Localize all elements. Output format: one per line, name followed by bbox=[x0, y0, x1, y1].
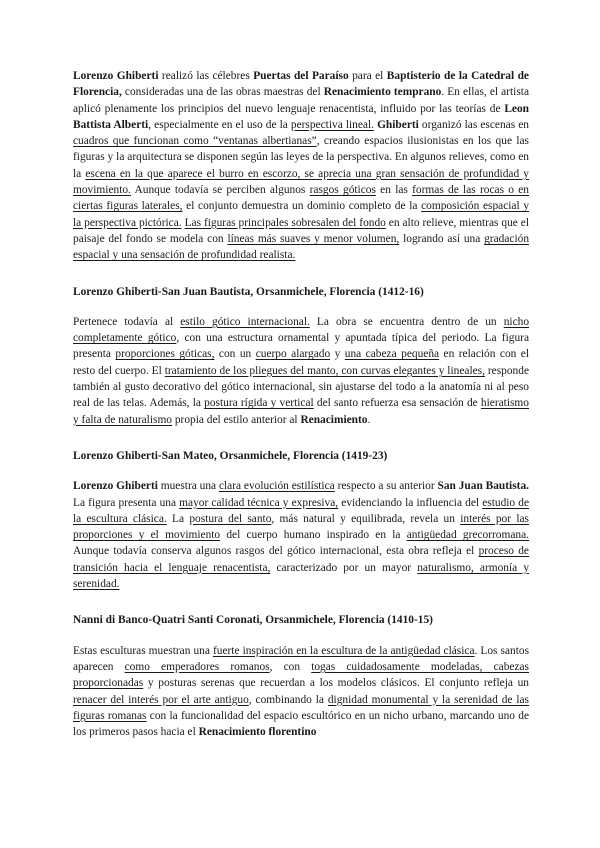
underlined-text: proceso de transición hacia el lenguaje renacentista, bbox=[73, 545, 529, 574]
text-run: con un bbox=[214, 348, 256, 361]
underlined-text: como emperadores romanos bbox=[124, 660, 270, 673]
document-page bbox=[73, 68, 529, 740]
underlined-text: formas de las rocas o en ciertas figuras laterales, bbox=[73, 184, 529, 213]
underlined-text: escena en la que aparece el burro en escorzo, se aprecia una gran sensación de profundidad y movimiento. bbox=[73, 167, 529, 197]
text-run: , creando espacios ilusionistas en los que las figuras y la arquitectura se disponen según las leyes de la perspectiva. En algunos relieves, como en la bbox=[73, 135, 529, 180]
underlined-text: Las figuras principales sobresalen del fondo bbox=[184, 216, 386, 229]
text-run: Estas esculturas muestran una bbox=[73, 644, 213, 657]
underlined-text: naturalismo, armonía y serenidad. bbox=[73, 561, 530, 591]
underlined-text: tratamiento de los pliegues del manto, con curvas elegantes y lineales, bbox=[164, 364, 485, 377]
text-run: responde también al gusto decorativo del gótico internacional, sin ajustarse del todo a la anatomía ni al peso real de las telas. Además, la bbox=[73, 364, 529, 410]
section-heading-san-mateo: Lorenzo Ghiberti-San Mateo, Orsanmichele, Florencia (1419-23) bbox=[73, 449, 388, 462]
bold-text: Renacimiento temprano bbox=[323, 86, 442, 99]
underlined-text: renacer del interés por el arte antiguo bbox=[73, 693, 249, 706]
text-run: con la funcionalidad del espacio escultórico en un nicho urbano, marcando uno de los primeros pasos hacia el bbox=[73, 709, 529, 739]
underlined-text: composición espacial y la perspectiva pictórica. bbox=[73, 200, 530, 229]
underlined-text: gradación espacial y una sensación de profundidad realista. bbox=[73, 232, 530, 262]
underlined-text: estilo gótico internacional. bbox=[180, 315, 310, 328]
underlined-text: líneas más suaves y menor volumen, bbox=[227, 232, 400, 245]
section-heading-san-juan: Lorenzo Ghiberti-San Juan Bautista, Orsanmichele, Florencia (1412-16) bbox=[73, 285, 424, 298]
text-run: La obra se encuentra dentro de un bbox=[309, 315, 504, 328]
text-run: , con bbox=[269, 660, 312, 673]
text-run: . Los santos aparecen bbox=[73, 644, 529, 673]
text-run: en alto relieve, mientras que el paisaje del fondo se modela con bbox=[73, 216, 529, 245]
text-run: caracterizado por un mayor bbox=[270, 561, 418, 574]
text-run: . bbox=[367, 413, 371, 426]
text-run: , combinando la bbox=[248, 693, 328, 706]
text-run: evidenciando la influencia del bbox=[338, 496, 483, 509]
underlined-text: interés por las proporciones y el movimiento bbox=[73, 512, 529, 542]
text-run: respecto a su anterior bbox=[334, 480, 438, 493]
bold-text: Puertas del Paraíso bbox=[253, 70, 349, 82]
text-run: realizó las célebres bbox=[158, 70, 254, 82]
text-run: en relación con el resto del cuerpo. El bbox=[73, 348, 530, 377]
underlined-text: togas cuidadosamente modeladas, cabezas proporcionadas bbox=[73, 660, 529, 690]
bold-text: Ghiberti bbox=[377, 118, 419, 131]
text-run: Pertenece todavía al bbox=[73, 315, 181, 328]
bold-text: San Juan Bautista. bbox=[437, 480, 529, 493]
underlined-text: mayor calidad técnica y expresiva, bbox=[179, 496, 339, 509]
text-run: Aunque todavía se perciben algunos bbox=[130, 184, 310, 197]
underlined-text: hieratismo y falta de naturalismo bbox=[73, 397, 529, 426]
bold-text: Lorenzo Ghiberti bbox=[73, 480, 158, 493]
text-run: muestra una bbox=[157, 480, 219, 493]
text-run: y bbox=[330, 348, 345, 361]
text-run: La bbox=[166, 512, 190, 525]
text-run: del santo refuerza esa sensación de bbox=[313, 397, 481, 410]
text-run: en las bbox=[375, 184, 413, 197]
bold-text: Lorenzo Ghiberti bbox=[73, 70, 159, 82]
bold-text: Baptisterio de la Catedral de Florencia, bbox=[73, 70, 529, 99]
text-run: , especialmente en el uso de la bbox=[148, 118, 291, 131]
text-run: del cuerpo humano inspirado en la bbox=[220, 529, 407, 542]
bold-text: Renacimiento bbox=[300, 413, 368, 426]
underlined-text: postura del santo bbox=[189, 512, 272, 525]
underlined-text: nicho completamente gótico bbox=[73, 315, 530, 345]
underlined-text: clara evolución estilística bbox=[218, 480, 335, 493]
underlined-text: cuerpo alargado bbox=[255, 348, 331, 361]
text-run: propia del estilo anterior al bbox=[172, 413, 301, 426]
san-mateo-paragraph bbox=[73, 478, 529, 592]
underlined-text: rasgos góticos bbox=[309, 184, 376, 197]
underlined-text: dignidad monumental y la serenidad de las figuras romanas bbox=[73, 693, 529, 722]
underlined-text: fuerte inspiración en la escultura de la antigüedad clásica bbox=[212, 644, 475, 657]
text-run: consideradas una de las obras maestras del bbox=[121, 86, 324, 99]
section-heading-quattro-coronati: Nanni di Banco-Quatri Santi Coronati, Orsanmichele, Florencia (1410-15) bbox=[73, 614, 433, 627]
underlined-text: postura rígida y vertical bbox=[204, 397, 314, 410]
text-run: para el bbox=[348, 70, 387, 82]
underlined-text: estudio de la escultura clásica. bbox=[73, 496, 530, 525]
san-juan-paragraph bbox=[73, 314, 529, 428]
underlined-text: proporciones góticas, bbox=[115, 348, 215, 361]
text-run: Aunque todavía conserva algunos rasgos del gótico internacional, esta obra refleja el bbox=[73, 545, 479, 558]
text-run: el conjunto demuestra un dominio completo de la bbox=[182, 200, 422, 213]
text-run: logrando así una bbox=[399, 232, 485, 245]
bold-text: Leon Battista Alberti bbox=[73, 102, 529, 131]
intro-paragraph bbox=[73, 68, 529, 264]
text-run: La figura presenta una bbox=[73, 496, 180, 509]
underlined-text: perspectiva lineal. bbox=[290, 118, 374, 131]
text-run: . En ellas, el artista aplicó plenamente los principios del nuevo lenguaje renacentista, influido por las teorías de bbox=[73, 86, 529, 115]
text-run: y posturas serenas que recuerdan a los modelos clásicos. El conjunto refleja un bbox=[143, 677, 529, 690]
text-run: , con una estructura ornamental y apuntada típica del periodo. La figura presenta bbox=[73, 332, 529, 361]
underlined-text: cuadros que funcionan como “ventanas albertianas” bbox=[73, 135, 317, 148]
text-run: organizó las escenas en bbox=[418, 118, 529, 131]
underlined-text: antigüedad grecorromana. bbox=[406, 529, 529, 542]
text-run: , más natural y equilibrada, revela un bbox=[271, 512, 461, 525]
quattro-coronati-paragraph bbox=[73, 643, 529, 741]
bold-text: Renacimiento florentino bbox=[198, 726, 317, 739]
underlined-text: una cabeza pequeña bbox=[344, 348, 440, 361]
